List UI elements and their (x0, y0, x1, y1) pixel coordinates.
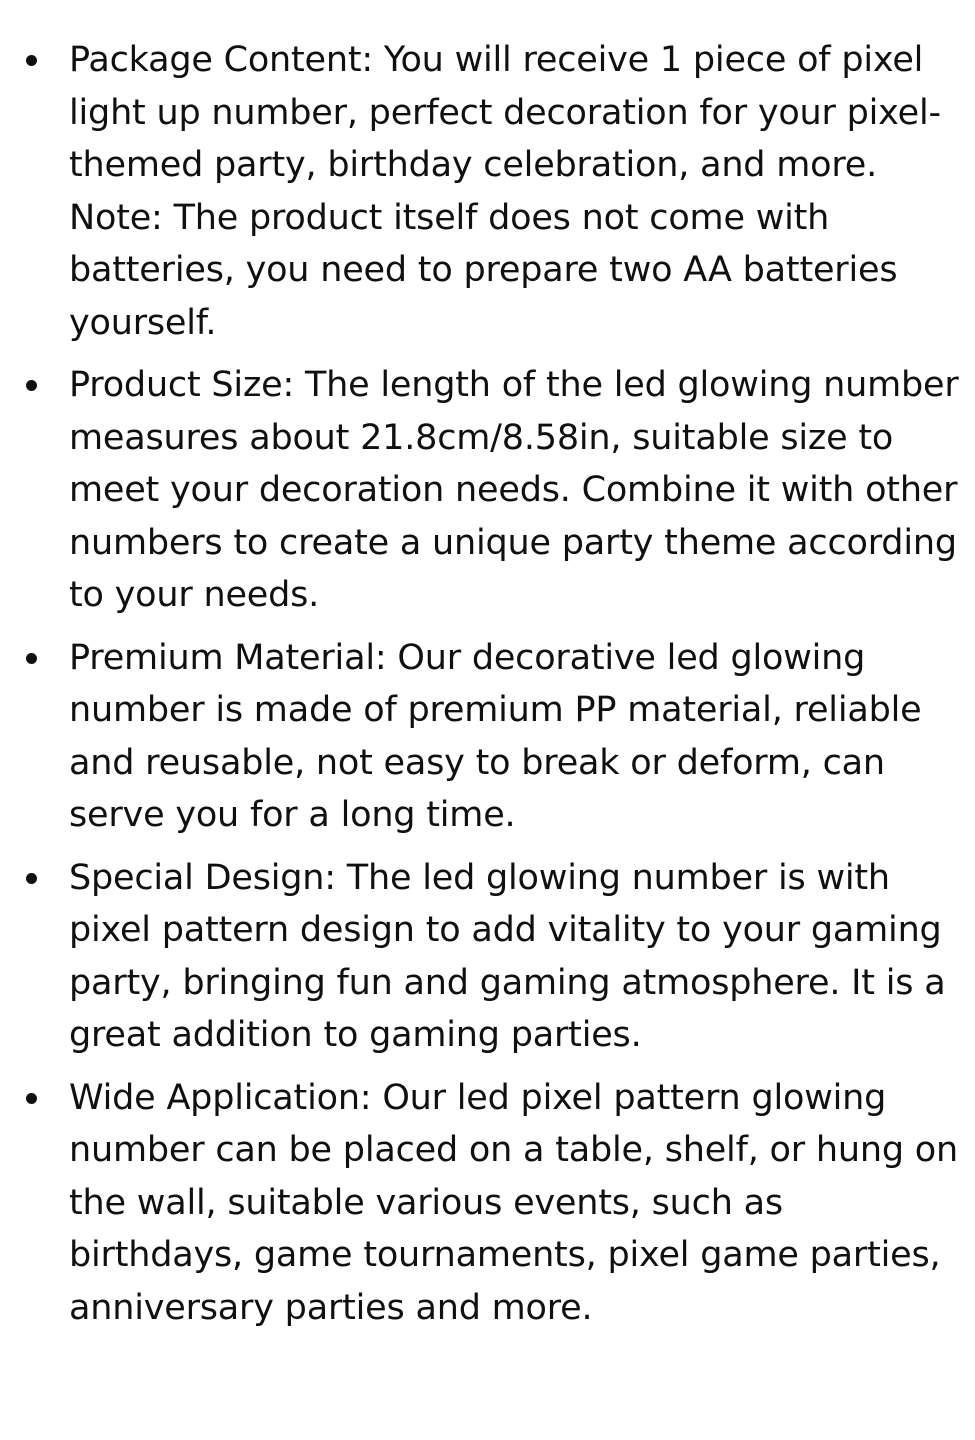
bullet-dot-icon (26, 380, 37, 391)
bullet-dot-icon (26, 873, 37, 884)
bullet-package-content (0, 34, 975, 349)
bullet-text: Special Design: The led glowing number is with pixel pattern design to add vitality to your gaming party, bringing fun and gaming atmosphere. It is a great addition to gaming parties. (69, 857, 946, 1055)
bullet-special-design (0, 852, 975, 1062)
bullet-text: Wide Application: Our led pixel pattern glowing number can be placed on a table, shelf, or hung on the wall, suitable various events, such as birthdays, game tournaments, pixel game parties, anniversary parties and more. (69, 1077, 958, 1328)
bullet-text: Package Content: You will receive 1 piece of pixel light up number, perfect decoration for your pixel-themed party, birthday celebration, and more. Note: The product itself does not come with batteries, you need to prepare two AA batteries yourself. (69, 40, 941, 343)
bullet-dot-icon (26, 1093, 37, 1104)
bullet-product-size (0, 359, 975, 622)
bullet-wide-application (0, 1072, 975, 1335)
bullet-text: Product Size: The length of the led glowing number measures about 21.8cm/8.58in, suitable size to meet your decoration needs. Combine it with other numbers to create a unique party theme according to your needs. (69, 365, 959, 615)
bullet-dot-icon (26, 653, 37, 664)
bullet-premium-material (0, 632, 975, 842)
feature-bullet-list (0, 34, 975, 1344)
bullet-text: Premium Material: Our decorative led glowing number is made of premium PP material, reliable and reusable, not easy to break or deform, can serve you for a long time. (69, 637, 922, 835)
bullet-dot-icon (26, 55, 37, 66)
